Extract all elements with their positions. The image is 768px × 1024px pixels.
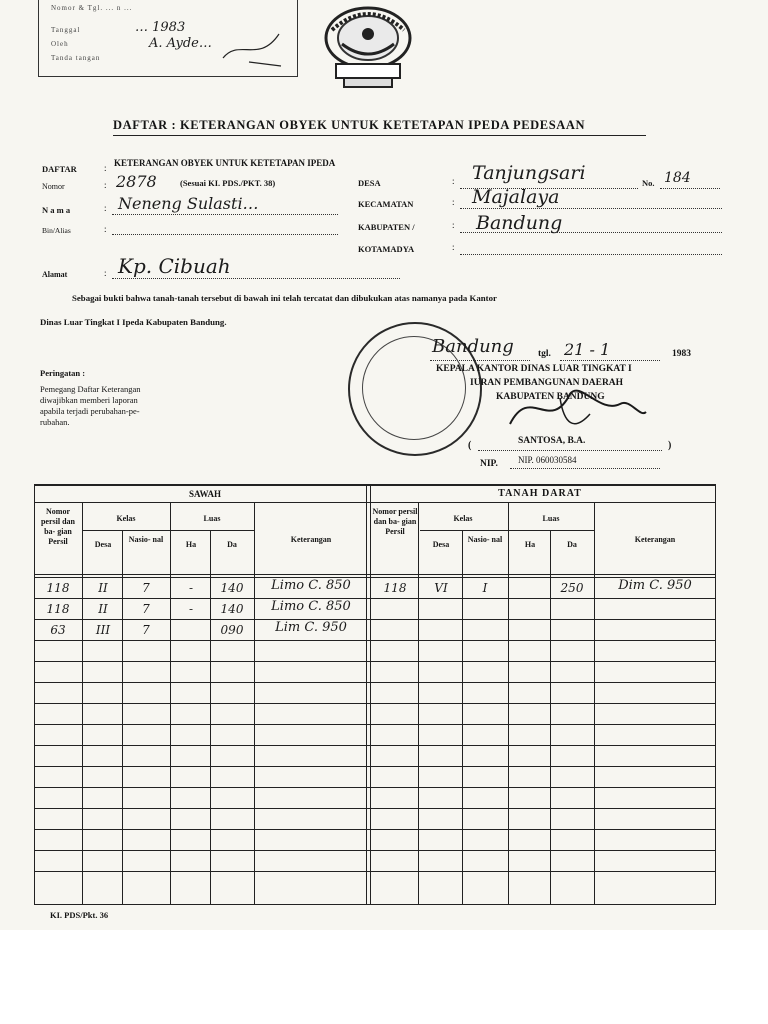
nama-dotted-line bbox=[112, 214, 338, 215]
header-nomor-persil: Nomor persil dan ba- gian Persil bbox=[40, 507, 75, 546]
header-nasional: Nasio- nal bbox=[467, 535, 503, 544]
stamp-signature-scribble bbox=[219, 28, 289, 70]
stamp-hand-date: … 1983 bbox=[135, 20, 186, 35]
no-value: 184 bbox=[664, 170, 691, 186]
signature-tgl-label: tgl. bbox=[538, 349, 551, 359]
stamp-row: Tanda tangan bbox=[51, 54, 101, 62]
table-top-border bbox=[34, 484, 716, 486]
header-ha: Ha bbox=[524, 540, 536, 549]
table-bottom-border bbox=[34, 904, 716, 905]
statement-line-2: Dinas Luar Tingkat I Ipeda Kabupaten Bandung. bbox=[40, 317, 227, 327]
header-keterangan: Keterangan bbox=[290, 535, 332, 544]
nip-label: NIP. bbox=[480, 459, 498, 469]
header-luas: Luas bbox=[542, 514, 560, 523]
title-underline bbox=[113, 135, 646, 136]
kecamatan-label: KECAMATAN bbox=[358, 199, 414, 209]
kabupaten-label: KABUPATEN / bbox=[358, 222, 415, 232]
alamat-dotted-line bbox=[112, 278, 400, 279]
warning-line: rubahan. bbox=[40, 417, 70, 427]
nama-value: Neneng Sulasti… bbox=[118, 194, 259, 213]
kotamadya-label: KOTAMADYA bbox=[358, 244, 415, 254]
kecamatan-value: Majalaya bbox=[472, 186, 560, 208]
office-line-1: KEPALA KANTOR DINAS LUAR TINGKAT I bbox=[436, 364, 632, 374]
header-kelas: Kelas bbox=[453, 514, 473, 523]
signature-place: Bandung bbox=[432, 336, 514, 357]
bin-dotted-line bbox=[112, 234, 338, 235]
header-nomor-persil: Nomor persil dan ba- gian Persil bbox=[372, 507, 418, 536]
receipt-stamp bbox=[38, 0, 298, 77]
statement-line-1: Sebagai bukti bahwa tanah-tanah tersebut di bawah ini telah tercatat dan dibukukan atas namanya pada Kantor bbox=[72, 293, 497, 303]
warning-title: Peringatan : bbox=[40, 368, 86, 378]
colon: : bbox=[104, 163, 107, 173]
signature-date: 21 - 1 bbox=[564, 340, 611, 359]
header-luas: Luas bbox=[203, 514, 221, 523]
sawah-title: SAWAH bbox=[188, 489, 221, 499]
nomor-label: Nomor bbox=[42, 182, 65, 191]
tanah-darat-title: TANAH DARAT bbox=[498, 488, 582, 499]
header-ha: Ha bbox=[185, 540, 197, 549]
daftar-value: KETERANGAN OBYEK UNTUK KETETAPAN IPEDA bbox=[114, 158, 336, 168]
alamat-value: Kp. Cibuah bbox=[118, 254, 231, 278]
desa-value: Tanjungsari bbox=[472, 162, 586, 184]
stamp-row: Oleh bbox=[51, 40, 69, 48]
document-title: DAFTAR : KETERANGAN OBYEK UNTUK KETETAPAN IPEDA PEDESAAN bbox=[113, 118, 586, 132]
nomor-reference: (Sesuai KI. PDS./PKT. 38) bbox=[180, 178, 276, 188]
desa-label: DESA bbox=[358, 178, 381, 188]
office-line-3: KABUPATEN BANDUNG bbox=[496, 392, 605, 402]
warning-line: Pemegang Daftar Keterangan bbox=[40, 384, 141, 394]
no-label: No. bbox=[642, 178, 655, 188]
header-keterangan: Keterangan bbox=[634, 535, 676, 544]
signature-scribble bbox=[500, 384, 650, 436]
warning-line: apabila terjadi perubahan-pe- bbox=[40, 406, 140, 416]
header-desa: Desa bbox=[432, 540, 450, 549]
header-da: Da bbox=[567, 540, 577, 549]
government-emblem-icon bbox=[312, 4, 424, 90]
stamp-hand-name: A. Ayde… bbox=[149, 36, 212, 51]
nomor-value: 2878 bbox=[116, 172, 157, 191]
signature-year: 1983 bbox=[672, 349, 691, 359]
nama-label: N a m a bbox=[42, 205, 71, 215]
nip-value: NIP. 060030584 bbox=[518, 455, 577, 465]
header-da: Da bbox=[227, 540, 237, 549]
warning-line: diwajibkan memberi laporan bbox=[40, 395, 138, 405]
document-page: Nomor & Tgl. ... n ... Tanggal Oleh Tanda tangan … 1983 A. Ayde… DAFTAR : KETERANGAN OBYEK UNTUK KETETAPAN IPEDA PEDESAAN DAFTAR : KETERANGAN OBYEK UNTUK KETETAPAN IPEDA Nomor : 2878 (Sesuai KI. PDS./PKT. 38) N a m a : Neneng Sulasti… Bin/Alias : Alamat : Kp. Cibuah DESA : Tanjungsari No. 184 KECAMATAN : Majalaya KABUPATEN / : Bandung KOTAMADYA : Sebagai bukti bahwa tanah-tanah tersebut di bawah ini telah tercatat dan dibukukan atas namanya pada Kantor Dinas Luar Tingkat I Ipeda Kabupaten Bandung. Peringatan : Pemegang Daftar Keterangan diwajibkan memberi laporan apabila terjadi perubahan-pe- rubahan. Bandung tgl. 21 - 1 1983 KEPALA KANTOR DINAS LUAR TINGKAT I IURAN PEMBANGUNAN DAERAH KABUPATEN BANDUNG ( SANTOSA, B.A. ) NIP. NIP. 060030584 SAWAH TANAH DARAT Nomor persil dan ba- gian Persil Kelas Luas Desa Nasio- nal Ha Da Keterangan Nomor persil dan ba- gian Persil Kelas Luas Desa Nasio- nal Ha Da Keterangan 118 II 7 - 140 Limo C. 850 118 II 7 - 140 Limo C. 850 63 III 7 090 Lim C. 950 118 VI I 250 Dim C. 950 KI. PDS/Pkt. 36 bbox=[0, 0, 768, 930]
kabupaten-value: Bandung bbox=[476, 212, 563, 234]
header-kelas: Kelas bbox=[116, 514, 136, 523]
signatory-name: SANTOSA, B.A. bbox=[518, 436, 586, 446]
stamp-row: Nomor & Tgl. ... n ... bbox=[51, 4, 133, 12]
daftar-label: DAFTAR bbox=[42, 164, 77, 174]
form-code: KI. PDS/Pkt. 36 bbox=[50, 910, 109, 920]
bin-alias-label: Bin/Alias bbox=[42, 226, 71, 235]
header-nasional: Nasio- nal bbox=[128, 535, 164, 544]
header-desa: Desa bbox=[94, 540, 112, 549]
alamat-label: Alamat bbox=[42, 270, 68, 279]
office-line-2: IURAN PEMBANGUNAN DAERAH bbox=[470, 378, 624, 388]
stamp-row: Tanggal bbox=[51, 26, 81, 34]
